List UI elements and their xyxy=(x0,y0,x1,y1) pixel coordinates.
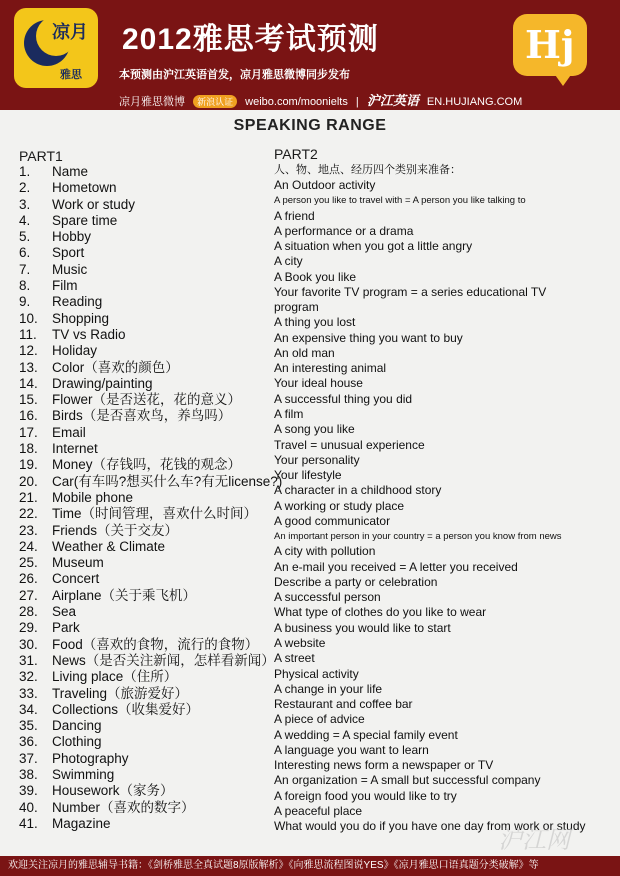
list-item: A song you like xyxy=(274,422,355,437)
item-label: Dancing xyxy=(52,718,102,734)
weibo-label: 凉月雅思微博 xyxy=(119,96,185,108)
list-item: A foreign food you would like to try xyxy=(274,788,457,803)
item-label: Swimming xyxy=(52,766,115,782)
list-item: Interesting news form a newspaper or TV xyxy=(274,758,494,773)
list-item xyxy=(19,490,269,506)
item-number: 13. xyxy=(19,359,38,375)
list-item: A thing you lost xyxy=(274,315,356,330)
list-item xyxy=(19,392,269,408)
item-label: Film xyxy=(52,278,78,294)
list-item xyxy=(19,360,269,376)
page-subtitle: 本预测由沪江英语首发，凉月雅思微博同步发布 xyxy=(119,69,350,81)
list-item xyxy=(19,604,269,620)
hujiang-brand: 沪江英语 xyxy=(366,94,419,109)
item-label: Work or study xyxy=(52,196,136,212)
list-item xyxy=(19,262,269,278)
hujiang-logo xyxy=(513,14,587,76)
part1-list xyxy=(19,164,283,832)
list-item: A wedding = A special family event xyxy=(274,727,458,742)
list-item xyxy=(19,800,269,816)
item-number: 7. xyxy=(19,261,31,277)
list-item xyxy=(19,408,269,424)
list-item: Describe a party or celebration xyxy=(274,574,438,589)
item-label: Drawing/painting xyxy=(52,375,153,391)
list-item: What would you do if you have one day from work or study xyxy=(274,819,586,834)
list-item: An interesting animal xyxy=(274,361,387,376)
list-item: An important person in your country = a person you know from news xyxy=(274,531,562,543)
list-item: Your personality xyxy=(274,452,360,467)
list-item: A successful person xyxy=(274,590,381,605)
item-number: 37. xyxy=(19,750,38,766)
item-number: 36. xyxy=(19,734,38,750)
item-label: Time（时间管理，喜欢什么时间） xyxy=(52,506,257,522)
list-item: What type of clothes do you like to wear xyxy=(274,605,487,620)
item-number: 31. xyxy=(19,652,38,668)
list-item xyxy=(19,457,269,473)
item-number: 41. xyxy=(19,815,38,831)
item-label: Internet xyxy=(52,441,98,457)
section-title: SPEAKING RANGE xyxy=(233,117,387,134)
list-item: An e-mail you received = A letter you received xyxy=(274,559,518,574)
item-number: 29. xyxy=(19,620,38,636)
part2-heading: PART2 xyxy=(274,146,318,162)
item-label: Car(有车吗?想买什么车?有无license?) xyxy=(52,473,283,489)
item-label: News（是否关注新闻，怎样看新闻） xyxy=(52,652,275,668)
list-item: A working or study place xyxy=(274,498,405,513)
item-label: Park xyxy=(52,620,80,636)
item-label: Living place（住所） xyxy=(52,669,178,685)
item-number: 27. xyxy=(19,587,38,603)
list-item xyxy=(19,816,269,832)
social-line: 凉月雅思微博 新浪认证 weibo.com/moonielts | 沪江英语 EN.HUJIANG.COM xyxy=(119,94,523,109)
watermark: 沪江网 xyxy=(498,826,570,854)
list-item: An old man xyxy=(274,345,335,360)
weibo-url[interactable]: weibo.com/moonielts xyxy=(245,96,348,108)
list-item xyxy=(19,734,269,750)
item-label: Reading xyxy=(52,294,103,310)
item-label: Flower（是否送花，花的意义） xyxy=(52,392,242,408)
list-item: A change in your life xyxy=(274,681,383,696)
item-number: 33. xyxy=(19,685,38,701)
item-label: Mobile phone xyxy=(52,489,134,505)
list-item xyxy=(19,164,269,180)
list-item: Travel = unusual experience xyxy=(274,437,425,452)
item-label: Money（存钱吗，花钱的观念） xyxy=(52,457,242,473)
item-number: 2. xyxy=(19,180,31,196)
list-item xyxy=(19,686,269,702)
item-label: Weather & Climate xyxy=(52,538,166,554)
list-item: Your lifestyle xyxy=(274,468,342,483)
item-label: Hometown xyxy=(52,180,117,196)
list-item: A street xyxy=(274,651,315,666)
list-item xyxy=(19,571,269,587)
list-item: A peaceful place xyxy=(274,803,363,818)
list-item: A film xyxy=(274,406,304,421)
list-item xyxy=(19,555,269,571)
list-item xyxy=(19,327,269,343)
list-item: A Book you like xyxy=(274,269,357,284)
item-label: Museum xyxy=(52,555,104,571)
item-label: Friends（关于交友） xyxy=(52,522,179,538)
list-item xyxy=(19,652,275,669)
item-label: Email xyxy=(52,424,86,440)
item-number: 26. xyxy=(19,571,38,587)
item-label: Hobby xyxy=(52,229,92,245)
list-item: A situation when you got a little angry xyxy=(274,239,473,254)
item-number: 22. xyxy=(19,506,38,522)
list-item xyxy=(19,294,269,310)
list-item: Your favorite TV program = a series educational TV xyxy=(274,284,547,299)
liangyue-logo xyxy=(14,8,98,88)
list-item xyxy=(19,539,269,555)
item-number: 15. xyxy=(19,392,38,408)
hujiang-url[interactable]: EN.HUJIANG.COM xyxy=(426,96,523,108)
item-number: 20. xyxy=(19,473,38,489)
list-item xyxy=(19,702,269,718)
list-item: A piece of advice xyxy=(274,712,365,727)
list-item: A website xyxy=(274,635,326,650)
list-item: A good communicator xyxy=(274,513,391,528)
list-item xyxy=(19,588,269,604)
item-number: 39. xyxy=(19,783,38,799)
weibo-verified-badge: 新浪认证 xyxy=(193,95,237,108)
list-item xyxy=(19,343,269,359)
item-number: 9. xyxy=(19,294,31,310)
item-number: 35. xyxy=(19,718,38,734)
hj-logo-text: Hj xyxy=(525,22,575,67)
item-label: Name xyxy=(52,164,89,179)
item-number: 17. xyxy=(19,424,38,440)
footer-note: 欢迎关注凉月的雅思辅导书籍：《剑桥雅思全真试题8原版解析》《向雅思流程图说YES》《凉月雅思口语真题分类破解》等 xyxy=(0,856,620,876)
item-number: 1. xyxy=(19,164,31,179)
list-item xyxy=(19,637,269,653)
item-label: Number（喜欢的数字） xyxy=(52,799,195,815)
list-item xyxy=(19,751,269,767)
item-number: 23. xyxy=(19,522,38,538)
item-label: Spare time xyxy=(52,212,118,228)
part2-subheading: 人、物、地点、经历四个类别来准备： xyxy=(274,163,461,176)
list-item xyxy=(19,311,269,327)
list-item: program xyxy=(274,300,319,315)
header-banner xyxy=(0,0,620,110)
logo-name: 凉月 xyxy=(52,22,88,43)
list-item xyxy=(19,718,269,734)
item-label: Magazine xyxy=(52,815,111,831)
list-item xyxy=(19,620,269,636)
item-number: 6. xyxy=(19,245,31,261)
item-label: Color（喜欢的颜色） xyxy=(52,359,179,375)
item-number: 3. xyxy=(19,196,31,212)
item-label: Birds（是否喜欢鸟，养鸟吗） xyxy=(52,408,232,424)
list-item xyxy=(19,506,269,522)
item-number: 14. xyxy=(19,375,38,391)
list-item: Your ideal house xyxy=(274,376,363,391)
list-item xyxy=(19,245,269,261)
item-label: Food（喜欢的食物，流行的食物） xyxy=(52,636,259,652)
item-label: Collections（收集爱好） xyxy=(52,701,200,717)
item-number: 18. xyxy=(19,441,38,457)
list-item: A person you like to travel with = A person you like talking to xyxy=(274,195,526,207)
list-item: A friend xyxy=(274,208,315,223)
page-title: 2012雅思考试预测 xyxy=(122,23,379,56)
list-item xyxy=(19,669,269,685)
list-item: A performance or a drama xyxy=(274,223,414,238)
item-number: 19. xyxy=(19,457,38,473)
item-label: Concert xyxy=(52,571,100,587)
item-number: 8. xyxy=(19,278,31,294)
list-item: An expensive thing you want to buy xyxy=(274,330,463,345)
item-label: Sea xyxy=(52,604,77,620)
item-label: TV vs Radio xyxy=(52,326,126,342)
item-label: Music xyxy=(52,261,88,277)
list-item: A business you would like to start xyxy=(274,620,451,635)
list-item: Physical activity xyxy=(274,666,359,681)
part1-column xyxy=(19,148,283,832)
part1-heading: PART1 xyxy=(19,148,63,164)
list-item xyxy=(19,376,269,392)
list-item: A character in a childhood story xyxy=(274,483,442,498)
list-item: A city xyxy=(274,254,303,269)
list-item: A language you want to learn xyxy=(274,742,429,757)
item-label: Shopping xyxy=(52,310,110,326)
item-label: Housework（家务） xyxy=(52,783,174,799)
list-item xyxy=(19,783,269,799)
list-item: A successful thing you did xyxy=(274,391,413,406)
item-number: 10. xyxy=(19,310,38,326)
item-number: 24. xyxy=(19,538,38,554)
item-label: Traveling（旅游爱好） xyxy=(52,685,189,701)
item-number: 12. xyxy=(19,343,38,359)
item-number: 40. xyxy=(19,799,38,815)
item-label: Airplane（关于乘飞机） xyxy=(52,587,197,603)
part2-column xyxy=(274,146,614,834)
list-item xyxy=(19,229,269,245)
list-item xyxy=(19,425,269,441)
item-label: Photography xyxy=(52,750,129,766)
list-item xyxy=(19,523,269,539)
item-label: Sport xyxy=(52,245,85,261)
list-item xyxy=(19,180,269,196)
list-item: An organization = A small but successful company xyxy=(274,773,541,788)
item-label: Clothing xyxy=(52,734,102,750)
part2-list xyxy=(274,178,614,834)
item-number: 30. xyxy=(19,636,38,652)
item-label: Holiday xyxy=(52,343,98,359)
list-item: Restaurant and coffee bar xyxy=(274,697,413,712)
item-number: 25. xyxy=(19,555,38,571)
list-item xyxy=(19,278,269,294)
item-number: 32. xyxy=(19,669,38,685)
list-item xyxy=(19,213,269,229)
item-number: 5. xyxy=(19,229,31,245)
item-number: 34. xyxy=(19,701,38,717)
list-item xyxy=(19,441,269,457)
item-number: 21. xyxy=(19,489,38,505)
item-number: 16. xyxy=(19,408,38,424)
list-item: An Outdoor activity xyxy=(274,178,376,192)
list-item: A city with pollution xyxy=(274,544,376,559)
list-item xyxy=(19,767,269,783)
list-item xyxy=(19,197,269,213)
logo-sub: 雅思 xyxy=(60,69,82,81)
item-number: 28. xyxy=(19,604,38,620)
item-number: 38. xyxy=(19,766,38,782)
list-item xyxy=(19,473,283,490)
item-number: 4. xyxy=(19,212,31,228)
item-number: 11. xyxy=(19,326,37,342)
